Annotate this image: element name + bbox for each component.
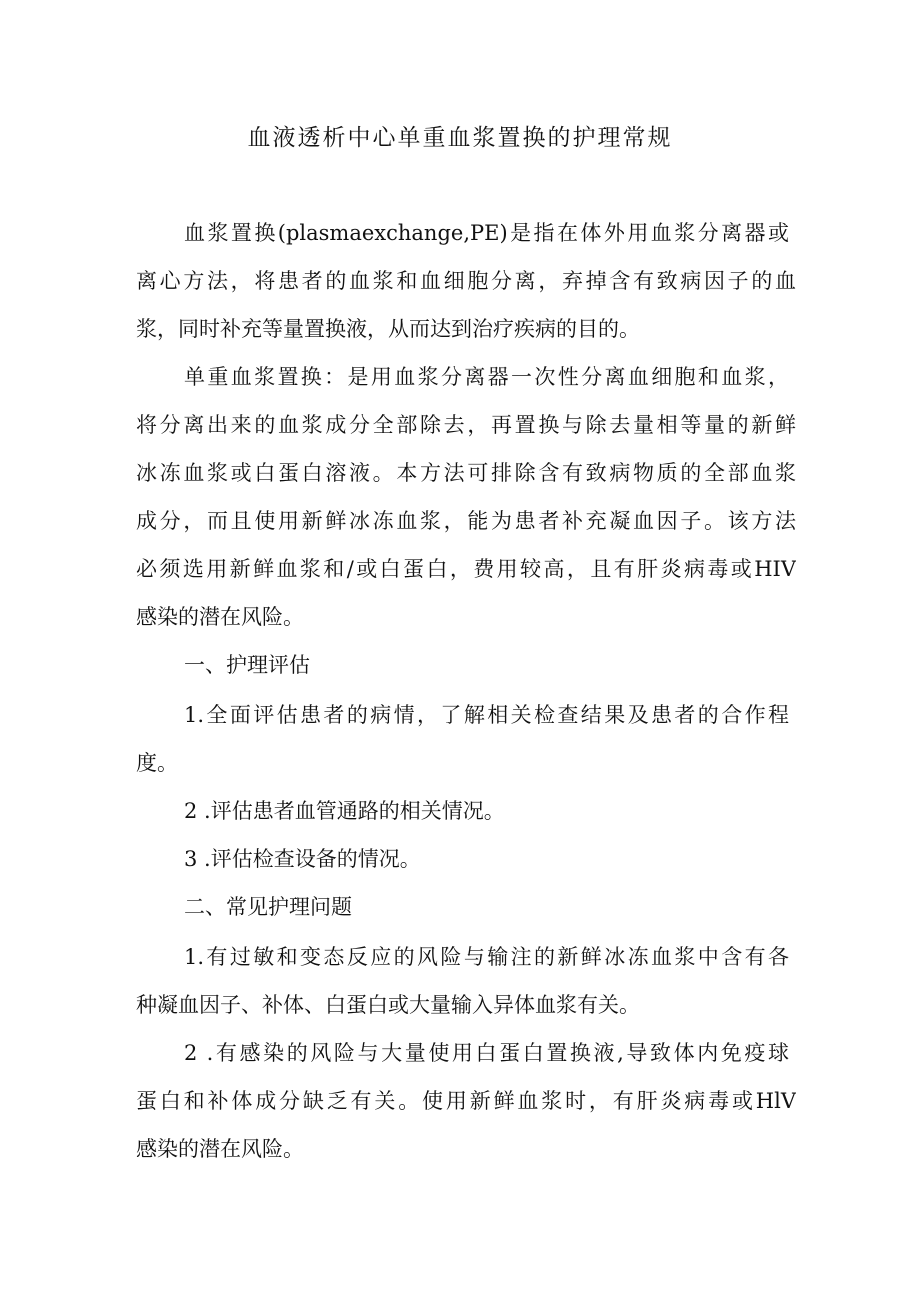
assessment-item-3: 3 .评估检查设备的情况。 <box>184 847 421 871</box>
paragraph-2-line-3: 冰冻血浆或白蛋白溶液。本方法可排除含有致病物质的全部血浆 <box>136 461 796 485</box>
paragraph-2-line-1: 单重血浆置换：是用血浆分离器一次性分离血细胞和血浆， <box>184 365 789 389</box>
paragraph-1-line-1: 血浆置换(plasmaexchange,PE)是指在体外用血浆分离器或 <box>184 221 789 245</box>
section-heading-common-problems: 二、常见护理问题 <box>184 895 352 919</box>
problem-item-2-line-2: 蛋白和补体成分缺乏有关。使用新鲜血浆时，有肝炎病毒或HlV <box>136 1089 796 1113</box>
document-title: 血液透析中心单重血浆置换的护理常规 <box>247 125 673 151</box>
problem-item-2-line-3: 感染的潜在风险。 <box>136 1137 304 1161</box>
problem-item-2-line-1: 2 .有感染的风险与大量使用白蛋白置换液,导致体内免疫球 <box>184 1041 789 1065</box>
paragraph-2-line-4: 成分，而且使用新鲜冰冻血浆，能为患者补充凝血因子。该方法 <box>136 509 796 533</box>
assessment-item-2: 2 .评估患者血管通路的相关情况。 <box>184 799 505 823</box>
paragraph-1-line-3: 浆，同时补充等量置换液，从而达到治疗疾病的目的。 <box>136 317 640 341</box>
paragraph-2-line-6: 感染的潜在风险。 <box>136 605 304 629</box>
assessment-item-1-line-1: 1.全面评估患者的病情，了解相关检查结果及患者的合作程 <box>184 703 789 727</box>
paragraph-1-line-2: 离心方法，将患者的血浆和血细胞分离，弃掉含有致病因子的血 <box>136 269 796 293</box>
assessment-item-1-line-2: 度。 <box>136 751 178 775</box>
section-heading-assessment: 一、护理评估 <box>184 653 310 677</box>
paragraph-2-line-5: 必须选用新鲜血浆和/或白蛋白，费用较高，且有肝炎病毒或HIV <box>136 557 796 581</box>
problem-item-1-line-2: 种凝血因子、补体、白蛋白或大量输入异体血浆有关。 <box>136 993 640 1017</box>
problem-item-1-line-1: 1.有过敏和变态反应的风险与输注的新鲜冰冻血浆中含有各 <box>184 945 789 969</box>
paragraph-2-line-2: 将分离出来的血浆成分全部除去，再置换与除去量相等量的新鲜 <box>136 413 796 437</box>
